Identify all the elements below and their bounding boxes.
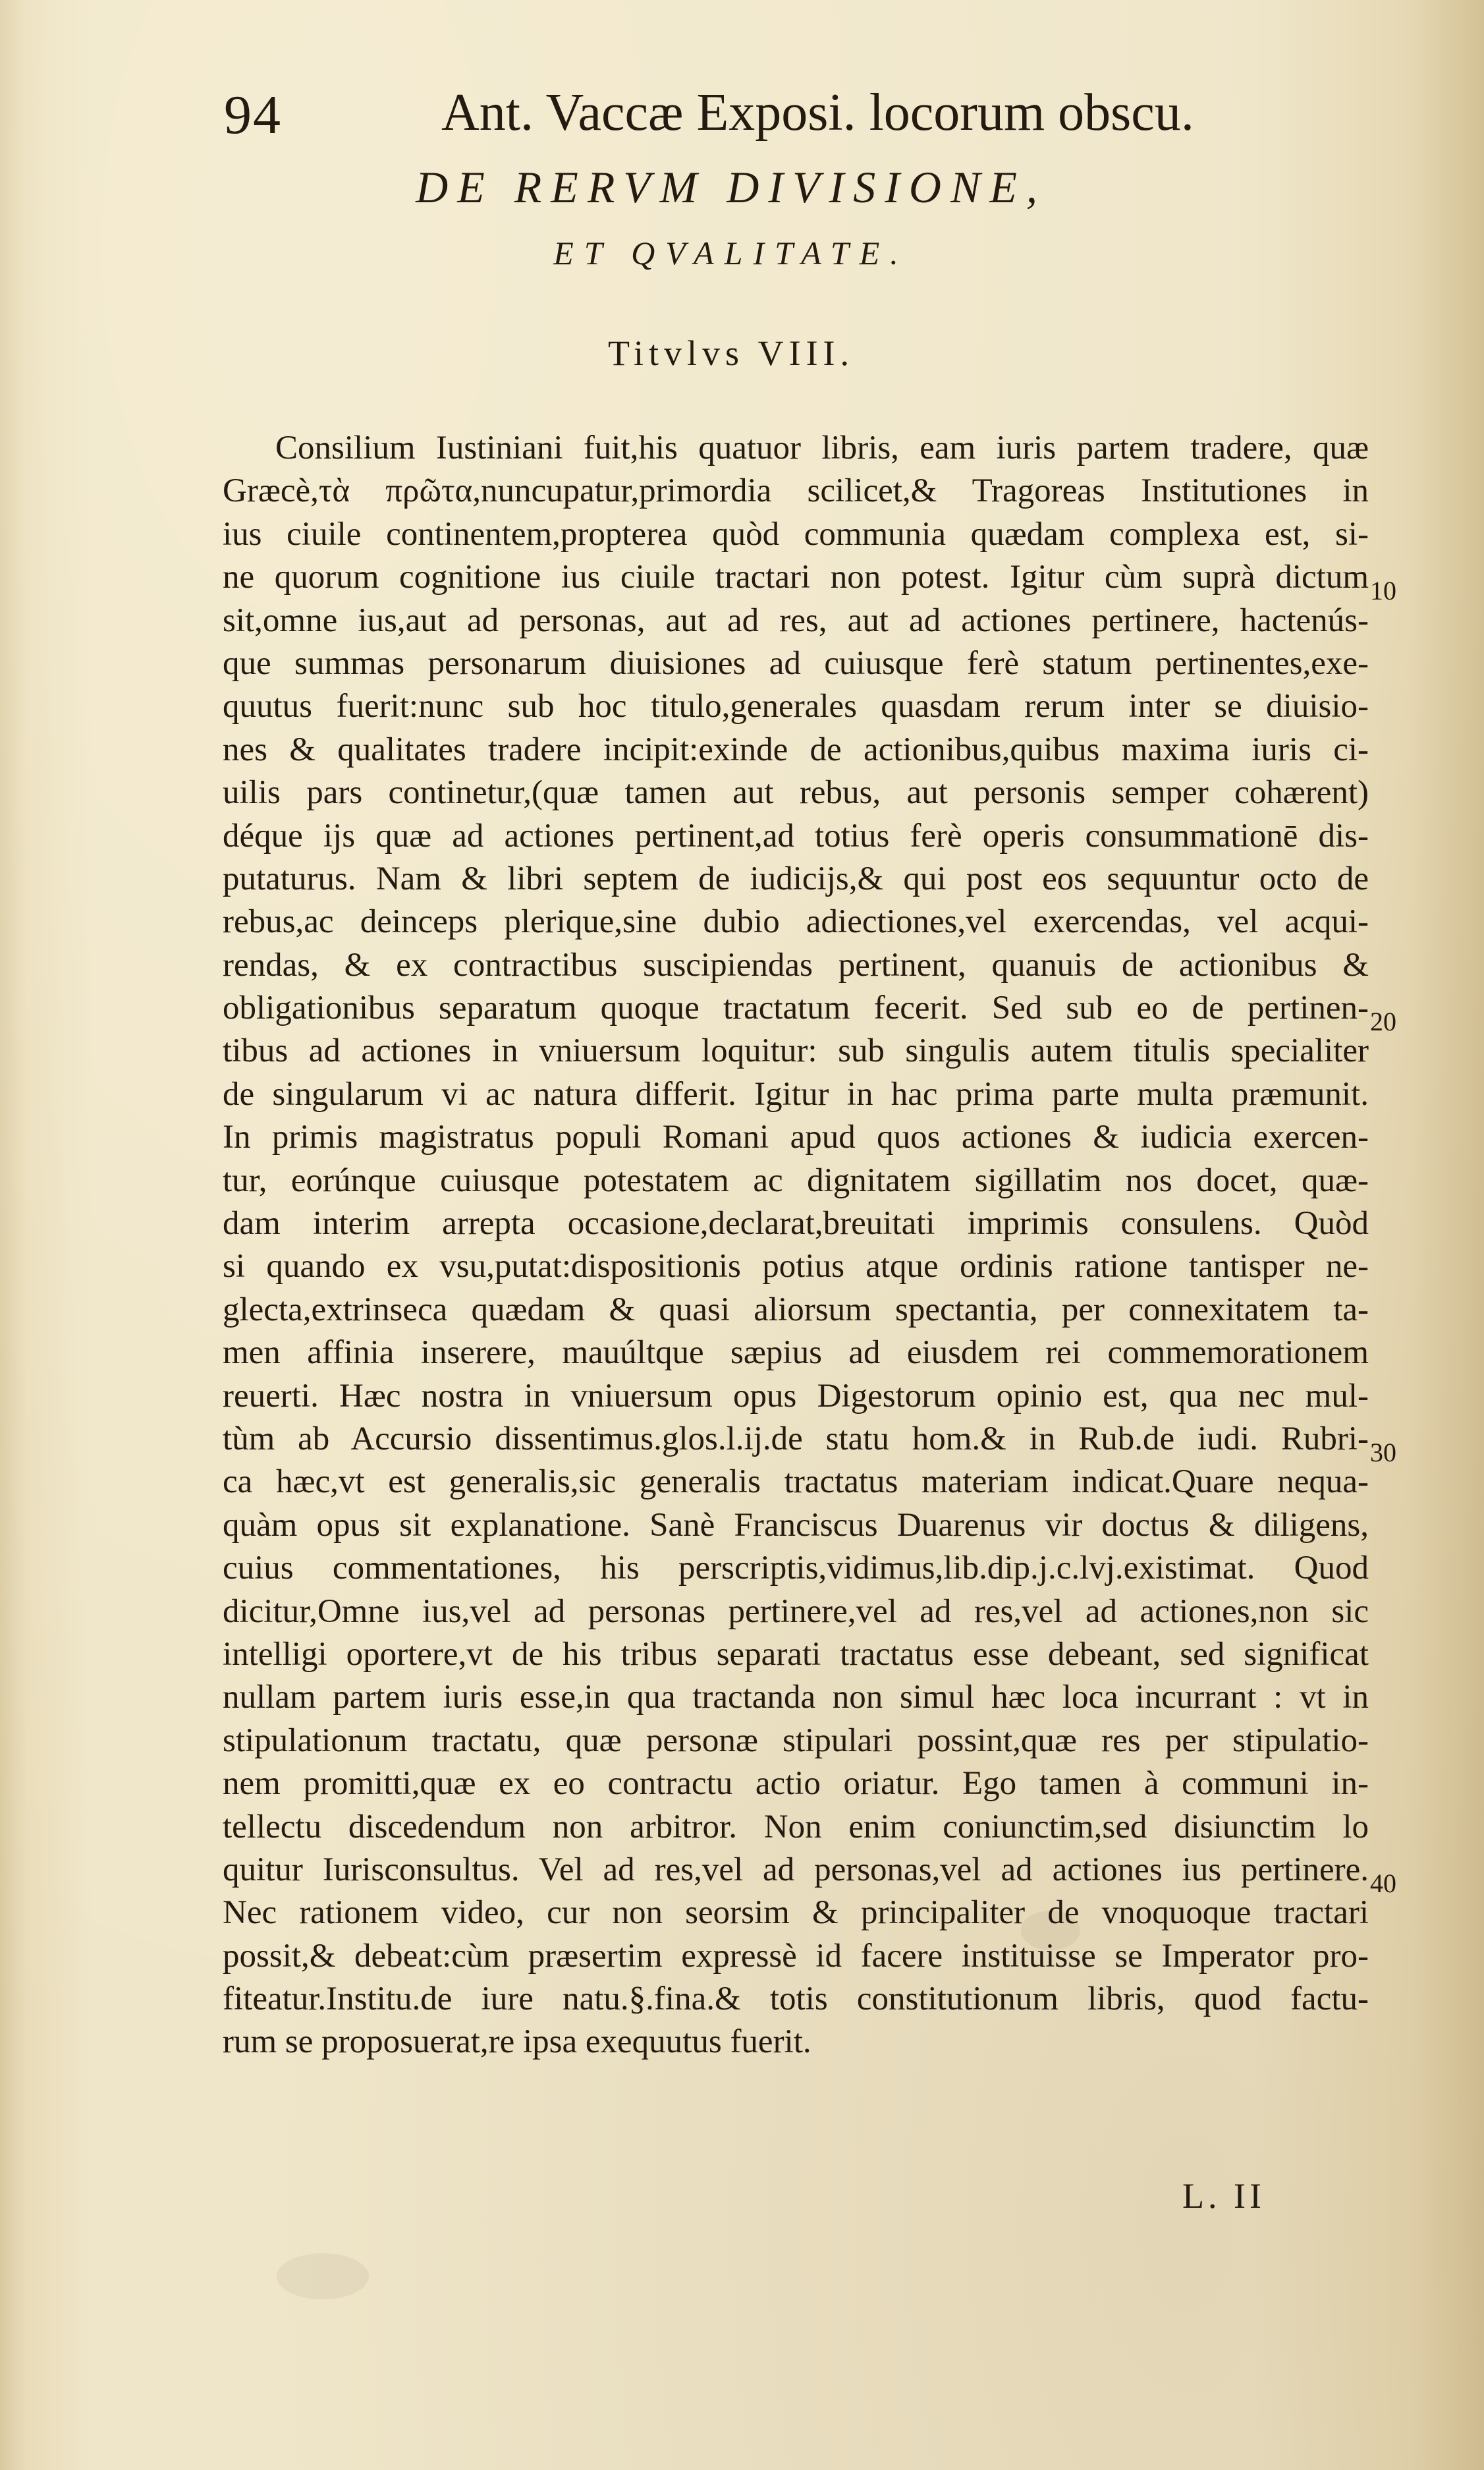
text-line: ius ciuile continentem,propterea quòd communia quædam complexa est, si- [223, 515, 1369, 553]
text-line: de singularum vi ac natura differit. Igitur in hac prima parte multa præmunit. [223, 1075, 1369, 1113]
section-subtitle: ET QVALITATE. [553, 235, 909, 271]
text-line: stipulationum tractatu, quæ personæ stipulari possint,quæ res per stipulatio- [223, 1722, 1369, 1759]
catchword: L. II [1182, 2176, 1265, 2216]
text-line: si quando ex vsu,putat:dispositionis potius atque ordinis ratione tantisper ne- [223, 1248, 1369, 1285]
margin-line-number: 40 [1370, 1868, 1396, 1898]
text-line: rebus,ac deinceps plerique,sine dubio adiectiones,vel exercendas, vel acqui- [223, 903, 1369, 941]
text-line: tibus ad actiones in vniuersum loquitur: sub singulis autem titulis specialiter [223, 1032, 1369, 1070]
page-number: 94 [224, 84, 282, 146]
text-line: quitur Iurisconsultus. Vel ad res,vel ad personas,vel ad actiones ius pertinere. [223, 1851, 1369, 1888]
text-line: nem promitti,quæ ex eo contractu actio oriatur. Ego tamen à communi in- [223, 1765, 1369, 1803]
text-line: Consilium Iustiniani fuit,his quatuor libris, eam iuris partem tradere, quæ [275, 430, 1369, 466]
text-line: dam interim arrepta occasione,declarat,breuitati imprimis consulens. Quòd [223, 1205, 1369, 1243]
text-line: reuerti. Hæc nostra in vniuersum opus Digestorum opinio est, qua nec mul- [223, 1377, 1369, 1415]
text-line: que summas personarum diuisiones ad cuiusque ferè statum pertinentes,exe- [223, 644, 1369, 682]
page-header [224, 78, 1291, 150]
margin-line-number: 10 [1370, 576, 1396, 605]
text-line: ca hæc,vt est generalis,sic generalis tractatus materiam indicat.Quare nequa- [223, 1463, 1369, 1501]
body-text [223, 427, 1369, 2064]
text-line: putaturus. Nam & libri septem de iudicijs,& qui post eos sequuntur octo de [223, 860, 1369, 897]
margin-line-number: 20 [1370, 1007, 1396, 1036]
text-line: intelligi oportere,vt de his tribus separati tractatus esse debeant, sed significat [223, 1635, 1369, 1673]
text-line: quutus fuerit:nunc sub hoc titulo,generales quasdam rerum inter se diuisio- [223, 688, 1369, 725]
text-line: In primis magistratus populi Romani apud quos actiones & iudicia exercen- [223, 1119, 1369, 1156]
text-line: rendas, & ex contractibus suscipiendas pertinent, quanuis de actionibus & [223, 946, 1369, 984]
text-line: uilis pars continetur,(quæ tamen aut rebus, aut personis semper cohærent) [223, 774, 1369, 812]
text-line: dicitur,Omne ius,vel ad personas pertinere,vel ad res,vel ad actiones,non sic [223, 1592, 1369, 1630]
text-line: glecta,extrinseca quædam & quasi aliorsum spectantia, per connexitatem ta- [223, 1291, 1369, 1328]
text-line: rum se proposuerat,re ipsa exequutus fuerit. [223, 2023, 811, 2061]
text-line: men affinia inserere, mauúltque sæpius ad eiusdem rei commemorationem [223, 1334, 1369, 1372]
text-line: obligationibus separatum quoque tractatum fecerit. Sed sub eo de pertinen- [223, 990, 1369, 1027]
text-line: quàm opus sit explanatione. Sanè Franciscus Duarenus vir doctus & diligens, [223, 1506, 1369, 1544]
running-head: Ant. Vaccæ Exposi. locorum obscu. [441, 84, 1194, 142]
text-line: nullam partem iuris esse,in qua tractanda non simul hæc loca incurrant : vt in [223, 1679, 1369, 1716]
titulus-heading: Titvlvs VIII. [607, 333, 855, 373]
text-line: possit,& debeat:cùm præsertim expressè id facere instituisse se Imperator pro- [223, 1937, 1369, 1975]
text-line: cuius commentationes, his perscriptis,vidimus,lib.dip.j.c.lvj.existimat. Quod [223, 1550, 1369, 1587]
paper-stain [277, 2253, 369, 2299]
text-line: fiteatur.Institu.de iure natu.§.fina.& totis constitutionum libris, quod factu- [223, 1980, 1369, 2018]
section-title: DE RERVM DIVISIONE, [416, 162, 1047, 212]
text-line: tùm ab Accursio dissentimus.glos.l.ij.de statu hom.& in Rub.de iudi. Rubri- [223, 1420, 1369, 1457]
text-line: sit,omne ius,aut ad personas, aut ad res, aut ad actiones pertinere, hactenús- [223, 602, 1369, 639]
text-line: Græcè,τὰ πρῶτα,nuncupatur,primordia scilicet,& Tragoreas Institutiones in [223, 472, 1369, 510]
text-line: ne quorum cognitione ius ciuile tractari non potest. Igitur cùm suprà dictum [223, 559, 1369, 596]
text-line: tur, eorúnque cuiusque potestatem ac dignitatem sigillatim nos docet, quæ- [223, 1162, 1369, 1199]
text-line: déque ijs quæ ad actiones pertinent,ad totius ferè operis consummationē dis- [223, 817, 1369, 855]
text-line: Nec rationem video, cur non seorsim & principaliter de vnoquoque tractari [223, 1894, 1369, 1932]
text-line: tellectu discedendum non arbitror. Non enim coniunctim,sed disiunctim lo [223, 1808, 1369, 1845]
margin-line-number: 30 [1370, 1438, 1396, 1467]
text-line: nes & qualitates tradere incipit:exinde de actionibus,quibus maxima iuris ci- [223, 731, 1369, 768]
